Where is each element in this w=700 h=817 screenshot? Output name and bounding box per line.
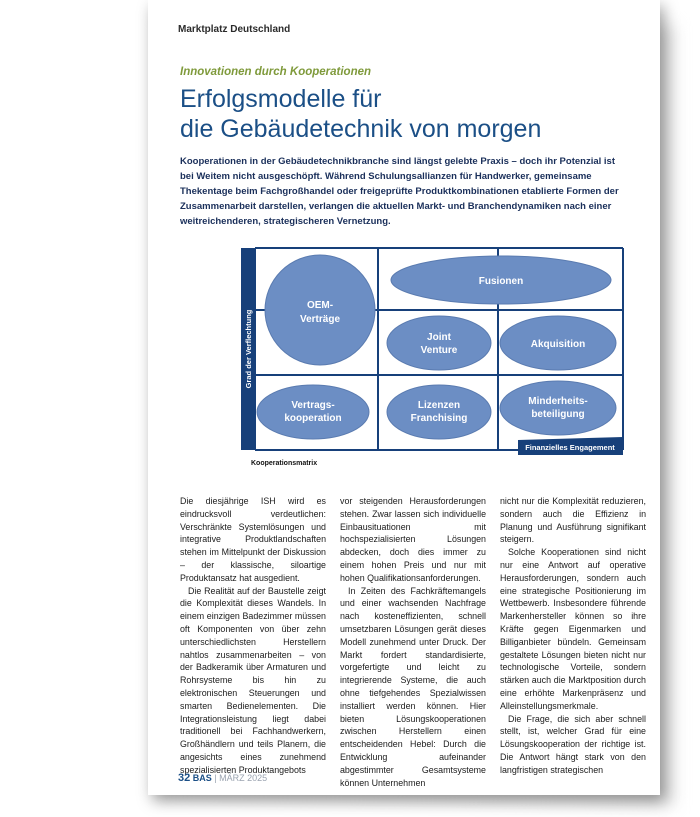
body-column-2	[340, 495, 486, 789]
section-label: Marktplatz Deutschland	[178, 24, 291, 35]
label-oem-2: Verträge	[299, 314, 341, 325]
label-akquisition: Akquisition	[530, 339, 586, 350]
paragraph: nicht nur die Komplexität reduzieren, sondern auch die Effizienz in Planung und Ausführung signifikant steigern.	[500, 496, 646, 545]
page-footer	[178, 772, 267, 784]
y-axis-label: Grad der Verflechtung	[244, 309, 253, 389]
paragraph: In Zeiten des Fachkräftemangels und einer wachsenden Nachfrage nach kosteneffizienten, schnell umsetzbaren Lösungen gerät dieses Modell zunehmend unter Druck. Der Markt fordert standardisierte, vorgefertigte und leicht zu integrierende Systeme, die auch ohne tiefgehendes Spezialwissen installiert werden können. Hier bieten Lösungskooperationen zwischen Herstellern einen entscheidenden Hebel: Durch die Entwicklung aufeinander abgestimmter Gesamtsysteme können Unternehmen	[340, 585, 486, 788]
article-headline	[180, 84, 610, 144]
magazine-page	[148, 0, 660, 795]
label-vertrag-2: kooperation	[284, 413, 342, 424]
issue-date: MÄRZ 2025	[219, 773, 268, 783]
label-fusionen: Fusionen	[478, 276, 524, 287]
article-rubric: Innovationen durch Kooperationen	[180, 66, 372, 78]
headline-line-2: die Gebäudetechnik von morgen	[180, 115, 542, 143]
label-vertrag-1: Vertrags-	[291, 400, 335, 411]
label-oem-1: OEM-	[306, 300, 334, 311]
body-column-3	[500, 495, 646, 789]
body-column-1	[180, 495, 326, 789]
headline-line-1: Erfolgsmodelle für	[180, 85, 382, 113]
page-number: 32	[178, 772, 191, 784]
paragraph: Die Realität auf der Baustelle zeigt die Komplexität dieses Wandels. In einem einzigen Badezimmer müssen oft Komponenten von über zehn unterschiedlichsten Herstellern nahtlos zusammenarbeiten – von der Badkeramik über Armaturen und Rohrsysteme bis hin zu elektronischen Steuerungen und smarten Bedienelementen. Die Integrationsleistung liegt dabei traditionell bei Fachhandwerkern, Großhändlern und teils Planern, die angesichts eines zunehmend spezialisierten Produktangebots	[180, 585, 326, 775]
ellipse-minderheitsbeteiligung	[500, 381, 616, 435]
matrix-caption: Kooperationsmatrix	[251, 460, 318, 467]
label-lizenz-2: Franchising	[410, 413, 468, 424]
label-minder-1: Minderheits-	[528, 396, 588, 407]
label-joint-1: Joint	[427, 332, 451, 343]
x-axis-label: Finanzielles Engagement	[525, 443, 615, 452]
paragraph: Die Frage, die sich aber schnell stellt, ist, welcher Grad für eine Lösungskooperation der richtige ist. Die Antwort hängt stark von den langfristigen strategischen	[500, 713, 646, 775]
cooperation-matrix	[233, 240, 638, 470]
label-lizenz-1: Lizenzen	[417, 400, 461, 411]
paragraph: Die diesjährige ISH wird es eindrucksvoll verdeutlichen: Verschränkte Systemlösungen und integrative Produktlandschaften stehen im Mittelpunkt der Diskussion – der klassische, siloartige Produktansatz hat ausgedient.	[180, 496, 326, 583]
ellipse-lizenzen	[387, 385, 491, 439]
paragraph: Solche Kooperationen sind nicht nur eine Antwort auf operative Herausforderungen, sondern auch eine strategische Positionierung im Wettbewerb. Insbesondere führende Markenhersteller können so ihre Kräfte gegen Eigenmarken und Billiganbieter bündeln. Gemeinsam gestaltete Lösungen bieten nicht nur technologische Vorteile, sondern stärken auch die Marktposition durch eine erhöhte Markenpräsenz und Alleinstellungsmerkmale.	[500, 547, 646, 711]
matrix-figure	[233, 240, 638, 470]
label-minder-2: beteiligung	[531, 409, 585, 420]
ellipse-joint-venture	[387, 316, 491, 370]
magazine-name: BAS	[192, 773, 212, 783]
label-joint-2: Venture	[420, 345, 458, 356]
body-text	[180, 495, 650, 789]
ellipse-vertragskooperation	[257, 385, 369, 439]
footer-separator: |	[214, 773, 217, 783]
paragraph: vor steigenden Herausforderungen stehen. Zwar lassen sich individuelle Einbausituationen mit hochspezialisierten Lösungen abdecken, doch dies immer zu einem hohen Preis und nur mit hohen Qualifikationsanforderungen.	[340, 496, 486, 583]
article-lead: Kooperationen in der Gebäudetechnikbranche sind längst gelebte Praxis – doch ihr Potenzial ist bei Weitem nicht ausgeschöpft. Während Schulungsallianzen für Handwerker, gemeinsame Thekentage beim Fachgroßhandel oder freigeprüfte Produktkombinationen etablierte Formen der Zusammenarbeit darstellen, verlangen die aktuellen Markt- und Branchendynamiken nach einer weitreichenderen, strategischeren Vernetzung.	[180, 156, 619, 227]
